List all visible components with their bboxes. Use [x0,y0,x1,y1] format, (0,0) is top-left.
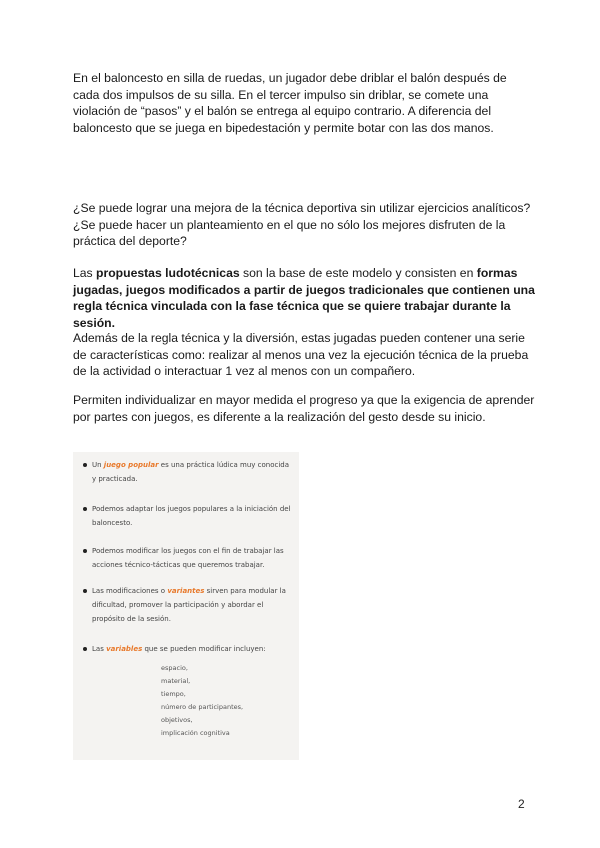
bullet-icon [83,549,87,553]
bullet-icon [83,463,87,467]
paragraph-individualize: Permiten individualizar en mayor medida el progreso ya que la exigencia de aprender por partes con juegos, es diferente a la realización del gesto desde su inicio. [73,393,535,424]
paragraph-wheelchair-basketball: En el baloncesto en silla de ruedas, un jugador debe driblar el balón después de cada dos impulsos de su silla. En el tercer impulso sin driblar, se comete una violación de “pasos” y el balón se entrega al equipo contrario. A diferencia del baloncesto que se juega en bipedestación y permite botar con las dos manos. [73,71,507,135]
variable-item: implicación cognitiva [161,729,230,737]
highlight-variables: variables [106,645,143,653]
figure-item-text-part: Un [92,461,104,469]
figure-bullet-item [83,642,295,656]
figure-bullet-item [83,502,295,530]
p3-bold-term: propuestas ludotécnicas [96,266,240,280]
variable-item: tiempo, [161,690,186,698]
p3-text-a: Las [73,266,97,280]
popular-games-figure [73,452,299,760]
figure-bullet-item [83,584,295,626]
bullet-icon [83,647,87,651]
figure-item-text: Podemos modificar los juegos con el fin de trabajar las acciones técnico-tácticas que queremos trabajar. [92,547,284,569]
figure-bullet-item [83,458,295,486]
figure-item-text-part: Las [92,645,107,653]
figure-item-text-part: es una práctica lúdica muy conocida y practicada. [92,461,290,483]
variable-item: objetivos, [161,716,193,724]
figure-item-text [92,458,295,486]
figure-item-text: Podemos adaptar los juegos populares a la iniciación del baloncesto. [92,505,291,527]
p3-bold-definition: formas jugadas, juegos modificados a partir de juegos tradicionales que contienen una regla técnica vinculada con la fase técnica que se quiere trabajar durante la sesión. [73,266,535,330]
figure-item-text-part: sirven para modular la dificultad, promover la participación y abordar el propósito de la sesión. [92,587,286,623]
figure-bullet-item [83,544,295,572]
figure-item-text [92,584,295,626]
figure-item-text-part: Las modificaciones o [92,587,168,595]
variable-item: espacio, [161,664,188,672]
page-number: 2 [518,797,525,811]
paragraph-characteristics: Además de la regla técnica y la diversión, estas jugadas pueden contener una serie de características como: realizar al menos una vez la ejecución técnica de la prueba de la actividad o interactuar 1 vez al menos con un compañero. [73,331,529,379]
p3-text-c: son la base de este modelo y consisten en [239,266,477,280]
figure-item-text-part: que se pueden modificar incluyen: [142,645,266,653]
highlight-variantes: variantes [167,587,205,595]
bullet-icon [83,589,87,593]
highlight-juego-popular: juego popular [103,461,159,469]
bullet-icon [83,507,87,511]
figure-item-text [92,642,295,656]
paragraph-ludotechnical-proposals [73,265,535,331]
variable-item: material, [161,677,191,685]
paragraph-questions: ¿Se puede lograr una mejora de la técnica deportiva sin utilizar ejercicios analíticos? ¿Se puede hacer un planteamiento en el que no sólo los mejores disfruten de la práctica del deporte? [73,201,531,249]
variables-list [161,662,243,740]
variable-item: número de participantes, [161,703,244,711]
